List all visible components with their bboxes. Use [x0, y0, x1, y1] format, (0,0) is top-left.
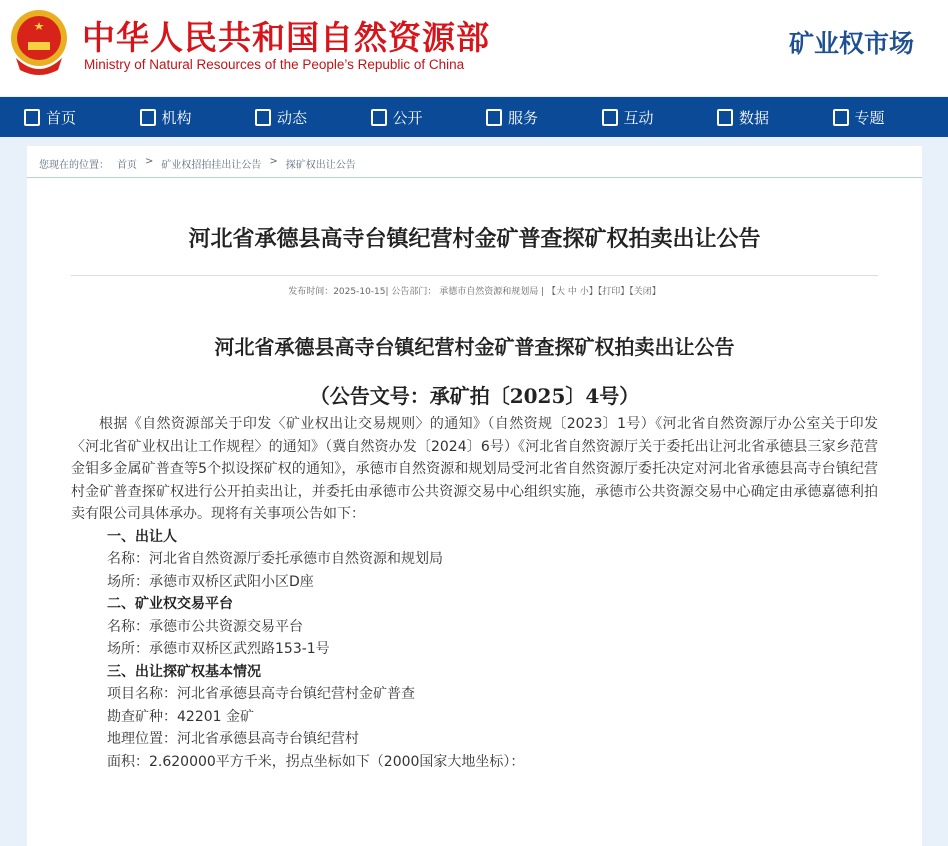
nav-label: 专题 [855, 107, 885, 128]
section-heading: 一、出让人 [71, 526, 878, 549]
book-icon [255, 109, 271, 126]
ministry-en-title: Ministry of Natural Resources of the People’s Republic of China [84, 57, 464, 72]
section-heading: 三、出让探矿权基本情况 [71, 661, 878, 684]
article-meta: 发布时间：2025-10-15| 公告部门： 承德市自然资源和规划局 | 【大 中 小】【打印】【关闭】 [71, 275, 878, 297]
national-emblem-icon [8, 8, 70, 78]
body-line: 地理位置：河北省承德县高寺台镇纪营村 [71, 728, 878, 751]
nav-item-0[interactable] [24, 107, 140, 128]
publish-dept: 公告部门： 承德市自然资源和规划局 [391, 287, 538, 297]
topic-icon [833, 109, 849, 126]
nav-item-3[interactable] [371, 107, 487, 128]
body-line: 项目名称：河北省承德县高寺台镇纪营村金矿普查 [71, 683, 878, 706]
ministry-cn-title: 中华人民共和国自然资源部 [82, 12, 490, 59]
nav-label: 服务 [508, 107, 538, 128]
section-heading: 二、矿业权交易平台 [71, 593, 878, 616]
breadcrumb-mining-rights[interactable]: 矿业权招拍挂出让公告 [161, 156, 261, 167]
nav-label: 机构 [162, 107, 192, 128]
breadcrumb-home[interactable]: 首页 [117, 156, 137, 167]
nav-item-4[interactable] [486, 107, 602, 128]
nav-label: 公开 [393, 107, 423, 128]
nav-item-6[interactable] [717, 107, 833, 128]
doc-number: （公告文号：承矿拍〔2025〕4号） [27, 380, 922, 409]
nav-item-7[interactable] [833, 107, 948, 128]
content-panel [27, 146, 922, 846]
body-line: 勘查矿种：42201 金矿 [71, 706, 878, 729]
nav-label: 动态 [277, 107, 307, 128]
page-title: 河北省承德县高寺台镇纪营村金矿普查探矿权拍卖出让公告 [27, 222, 922, 253]
breadcrumb [27, 146, 922, 178]
site-header [0, 0, 948, 96]
home-icon [24, 109, 40, 126]
body-line: 名称：承德市公共资源交易平台 [71, 616, 878, 639]
nav-item-1[interactable] [140, 107, 256, 128]
main-nav [0, 97, 948, 137]
breadcrumb-prefix: 您现在的位置： [39, 156, 109, 167]
nav-item-2[interactable] [255, 107, 371, 128]
breadcrumb-sep: > [269, 156, 277, 167]
chart-icon [717, 109, 733, 126]
nav-label: 数据 [739, 107, 769, 128]
body-line: 面积：2.620000平方千米，拐点坐标如下（2000国家大地坐标）： [71, 751, 878, 774]
breadcrumb-exploration[interactable]: 探矿权出让公告 [286, 156, 356, 167]
body-line: 名称：河北省自然资源厅委托承德市自然资源和规划局 [71, 548, 878, 571]
close-link[interactable]: 【关闭】 [629, 287, 661, 297]
body-line: 场所：承德市双桥区武阳小区D座 [71, 571, 878, 594]
nav-label: 互动 [624, 107, 654, 128]
article-body [71, 413, 878, 773]
org-icon [140, 109, 156, 126]
breadcrumb-sep: > [145, 156, 153, 167]
intro-paragraph: 根据《自然资源部关于印发〈矿业权出让交易规则〉的通知》（自然资规〔2023〕1号）《河北省自然资源厅办公室关于印发〈河北省矿业权出让工作规程〉的通知》（冀自然资办发〔2024〕6号）《河北省自然资源厅关于委托出让河北省承德县三家乡范营金钼多金属矿普查等5个拟设探矿权的通知》，承德市自然资源和规划局受河北省自然资源厅委托决定对河北省承德县高寺台镇纪营村金矿普查探矿权进行公开拍卖出让，并委托由承德市公共资源交易中心组织实施，承德市公共资源交易中心确定由承德嘉德利拍卖有限公司具体承办。现将有关事项公告如下： [71, 413, 878, 526]
chat-icon [602, 109, 618, 126]
publish-date: 发布时间：2025-10-15 [288, 287, 385, 297]
article-subtitle: 河北省承德县高寺台镇纪营村金矿普查探矿权拍卖出让公告 [27, 331, 922, 360]
monitor-icon [371, 109, 387, 126]
body-line: 场所：承德市双桥区武烈路153-1号 [71, 638, 878, 661]
edit-icon [486, 109, 502, 126]
font-size-toggle[interactable]: 【大 中 小】 [547, 287, 598, 297]
print-link[interactable]: 【打印】 [598, 287, 630, 297]
site-name: 矿业权市场 [789, 24, 914, 60]
nav-item-5[interactable] [602, 107, 718, 128]
nav-label: 首页 [46, 107, 76, 128]
